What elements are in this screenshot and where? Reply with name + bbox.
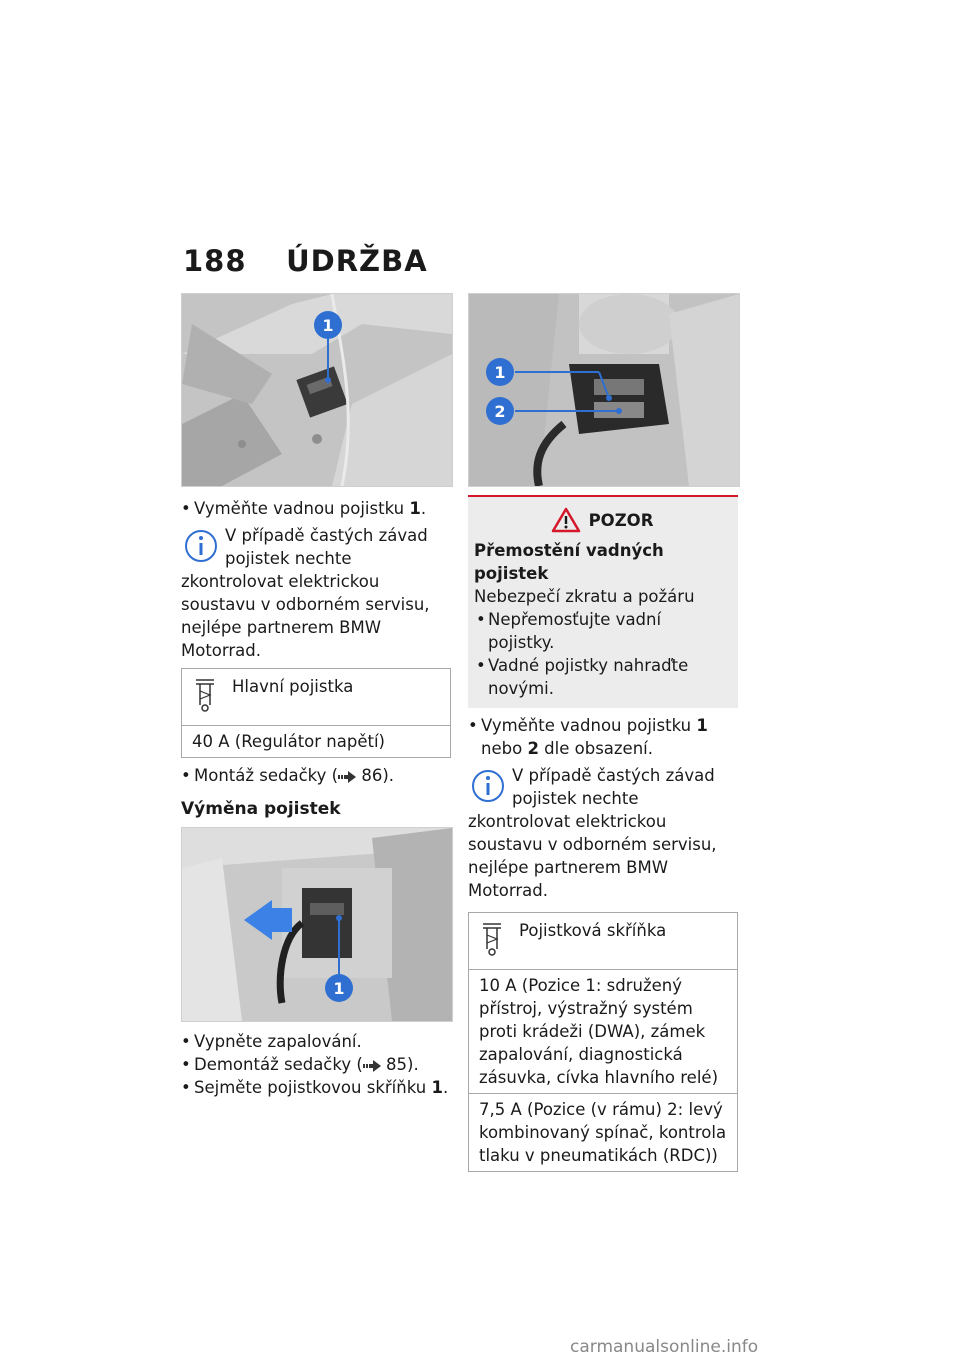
- warning-subtitle: Přemostění vadných pojistek: [474, 541, 664, 583]
- fuse-row: 40 A (Regulátor napětí): [192, 732, 385, 751]
- left-column: [181, 293, 451, 1099]
- info-icon: [468, 764, 508, 808]
- warning-hazard: Nebezpečí zkratu a požáru: [474, 587, 695, 606]
- page-title: ÚDRŽBA: [286, 244, 428, 278]
- watermark: carmanualsonline.info: [570, 1337, 759, 1357]
- arrow-right-icon: [338, 771, 356, 783]
- info-note: [468, 764, 738, 902]
- step-remove-seat: • Demontáž sedačky ( 85).: [181, 1053, 451, 1076]
- warning-box: [468, 495, 738, 708]
- step-mount-seat: • Montáž sedačky ( 86).: [181, 764, 451, 787]
- photo-callout-2: 2: [494, 402, 506, 421]
- section-title: Výměna pojistek: [181, 799, 341, 819]
- info-note-text: V případě častých závad pojistek nechte zkontrolovat elektrickou soustavu v odborném servisu, nejlépe partnerem BMW Motorrad.: [181, 526, 430, 660]
- step-ignition-off: • Vypněte zapalování.: [181, 1030, 451, 1053]
- warning-icon: [551, 507, 581, 533]
- warning-title: POZOR: [588, 510, 654, 530]
- photo-fuse-detail: [468, 293, 740, 487]
- fuse-table-heading: Pojistková skříňka: [519, 921, 667, 940]
- page-header: [183, 244, 428, 278]
- info-note-text: V případě častých závad pojistek nechte zkontrolovat elektrickou soustavu v odborném servisu, nejlépe partnerem BMW Motorrad.: [468, 766, 717, 900]
- photo-callout-1: 1: [322, 316, 334, 335]
- fuse-row: 7,5 A (Pozice (v rámu) 2: levý kombinovaný spínač, kontrola tlaku v pneumatikách (RDC)): [469, 1093, 737, 1171]
- fuse-row: 10 A (Pozice 1: sdružený přístroj, výstražný systém proti krádeži (DWA), zámek zapalování, diagnostická zásuvka, cívka hlavního relé): [479, 976, 719, 1087]
- fuse-icon: [194, 677, 216, 713]
- arrow-right-icon: [363, 1060, 381, 1072]
- photo-callout-1: 1: [494, 363, 506, 382]
- warning-item: • Vadné pojistky nahraďte novými.: [474, 654, 730, 700]
- fuse-table-heading: Hlavní pojistka: [232, 677, 354, 696]
- step-replace-fuse: • Vyměňte vadnou pojistku 1.: [181, 497, 451, 520]
- page-number: 188: [183, 244, 247, 278]
- step-remove-fusebox: • Sejměte pojistkovou skříňku 1.: [181, 1076, 451, 1099]
- info-icon: [181, 524, 221, 568]
- photo-callout-1: 1: [333, 979, 345, 998]
- fuse-table-main: [181, 668, 451, 758]
- step-replace-fuse: • Vyměňte vadnou pojistku 1 nebo 2 dle obsazení.: [468, 714, 738, 760]
- photo-fuse-box: [181, 827, 453, 1022]
- warning-item: • Nepřemosťujte vadní pojistky.: [474, 608, 730, 654]
- fuse-table-box: [468, 912, 738, 1172]
- info-note: [181, 524, 451, 662]
- fuse-icon: [481, 921, 503, 957]
- right-column: [468, 293, 738, 1172]
- photo-main-fuse: [181, 293, 453, 487]
